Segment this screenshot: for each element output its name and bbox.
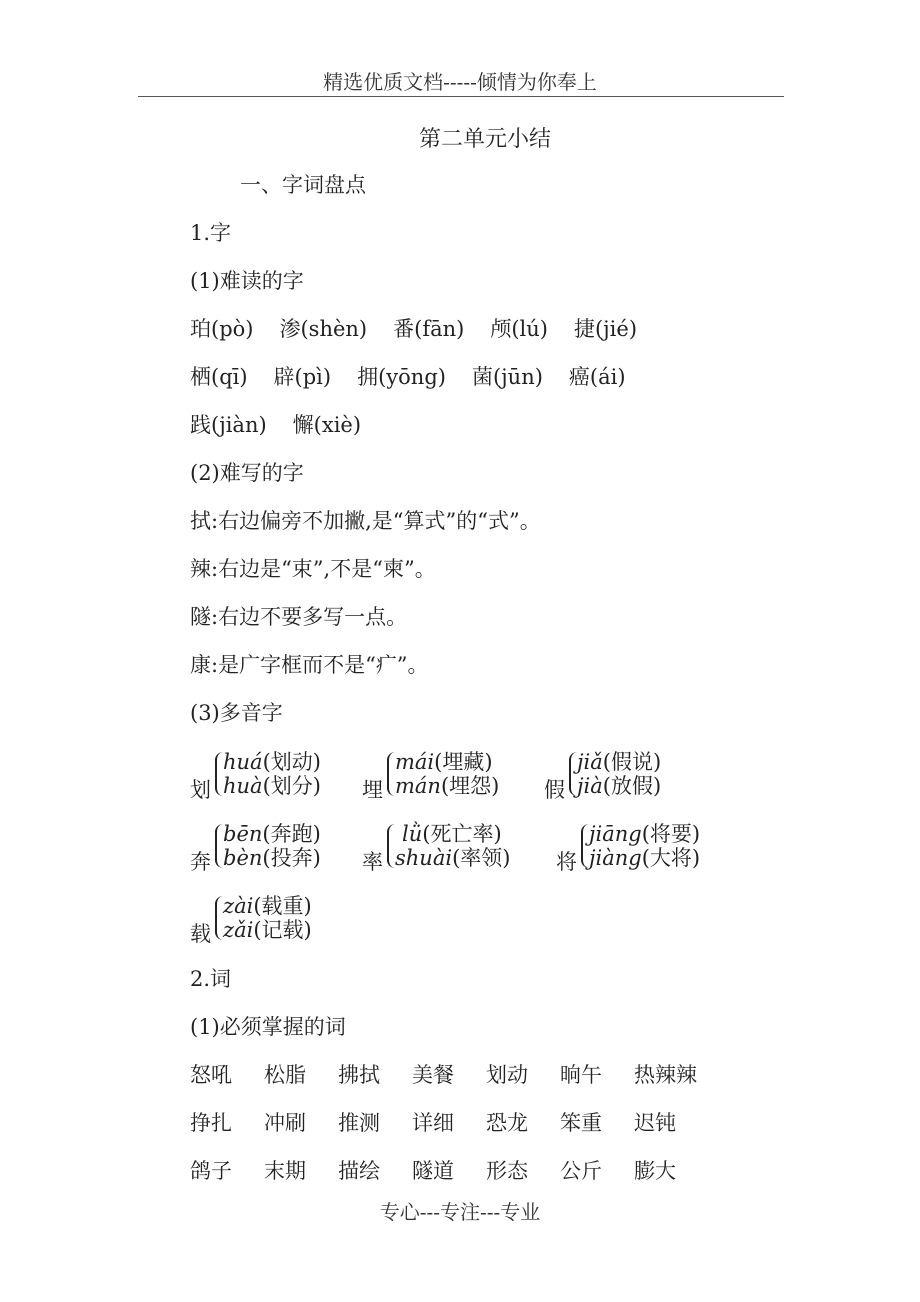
polyphone-char: 将 (556, 850, 577, 874)
example-word: (放假) (602, 774, 662, 798)
example-word: (记载) (253, 918, 312, 942)
example-word: (奔跑) (262, 822, 321, 846)
pinyin: mán (395, 774, 441, 798)
example-word: (率领) (452, 846, 511, 870)
pinyin: lǜ (402, 822, 423, 846)
nanxie-line: 辣:右边是“束”,不是“柬”。 (190, 557, 436, 581)
subsection-zi: 1.字 (190, 221, 232, 245)
nanxie-line: 拭:右边偏旁不加撇,是“算式”的“式”。 (190, 509, 541, 533)
char-item: 番(fān) (393, 317, 465, 341)
word-row-2 (190, 1108, 708, 1138)
word: 推测 (338, 1111, 380, 1135)
example-word: (假说) (602, 750, 662, 774)
word: 怒吼 (190, 1063, 232, 1087)
word: 美餐 (412, 1063, 454, 1087)
char-item: 菌(jūn) (471, 365, 543, 389)
example-word: (大将) (641, 846, 701, 870)
word: 迟钝 (634, 1111, 676, 1135)
example-word: (埋怨) (440, 774, 500, 798)
word: 膨大 (634, 1159, 676, 1183)
word-row-3 (190, 1156, 708, 1186)
word: 冲刷 (264, 1111, 306, 1135)
duoyin-heading: (3)多音字 (190, 701, 283, 725)
nanxie-line: 康:是广字框而不是“疒”。 (190, 653, 429, 677)
example-word: (将要) (641, 822, 701, 846)
pinyin: zǎi (223, 918, 254, 942)
word: 详细 (412, 1111, 454, 1135)
pinyin: bèn (223, 846, 263, 870)
example-word: (载重) (253, 894, 312, 918)
page-title: 第二单元小结 (418, 127, 551, 152)
polyphone-char: 埋 (362, 778, 383, 802)
word: 拂拭 (338, 1063, 380, 1087)
char-item: 拥(yōng) (357, 365, 446, 389)
polyphone-char: 假 (544, 778, 565, 802)
word: 晌午 (560, 1063, 602, 1087)
example-word: (划动) (262, 750, 321, 774)
char-item: 渗(shèn) (279, 317, 368, 341)
header-rule (138, 96, 784, 97)
char-item: 栖(qī) (190, 365, 248, 389)
char-item: 践(jiàn) (190, 413, 267, 437)
char-item: 珀(pò) (190, 317, 254, 341)
word: 松脂 (264, 1063, 306, 1087)
nandu-row-3 (190, 410, 387, 440)
word: 恐龙 (486, 1111, 528, 1135)
word: 挣扎 (190, 1111, 232, 1135)
char-item: 懈(xiè) (292, 413, 362, 437)
pinyin: jiàng (589, 846, 642, 870)
pinyin: mái (395, 750, 435, 774)
char-item: 颅(lú) (490, 317, 548, 341)
polyphone-char: 奔 (190, 850, 211, 874)
bixu-heading: (1)必须掌握的词 (190, 1015, 346, 1039)
page-footer: 专心---专注---专业 (379, 1200, 541, 1224)
pinyin: bēn (223, 822, 263, 846)
section-heading-1: 一、字词盘点 (240, 173, 366, 197)
word: 隧道 (412, 1159, 454, 1183)
word: 末期 (264, 1159, 306, 1183)
nanxie-heading: (2)难写的字 (190, 461, 304, 485)
word: 热辣辣 (634, 1063, 697, 1087)
word: 笨重 (560, 1111, 602, 1135)
word-row-1 (190, 1060, 708, 1090)
polyphone-char: 率 (362, 850, 383, 874)
pinyin: jiǎ (577, 750, 603, 774)
pinyin: jià (577, 774, 603, 798)
pinyin: shuài (395, 846, 453, 870)
nanxie-line: 隧:右边不要多写一点。 (190, 605, 408, 629)
polyphone-char: 载 (190, 922, 211, 946)
nandu-row-1 (190, 314, 663, 344)
nandu-heading: (1)难读的字 (190, 269, 304, 293)
nandu-row-2 (190, 362, 652, 392)
subsection-ci: 2.词 (190, 967, 232, 991)
word: 鸽子 (190, 1159, 232, 1183)
char-item: 癌(ái) (568, 365, 626, 389)
page-header: 精选优质文档-----倾情为你奉上 (323, 70, 597, 94)
word: 公斤 (560, 1159, 602, 1183)
pinyin: zài (223, 894, 254, 918)
pinyin: huà (223, 774, 263, 798)
example-word: (划分) (262, 774, 321, 798)
word: 描绘 (338, 1159, 380, 1183)
char-item: 捷(jié) (573, 317, 638, 341)
polyphone-char: 划 (190, 778, 211, 802)
pinyin: jiāng (589, 822, 642, 846)
example-word: (死亡率) (422, 822, 502, 846)
example-word: (埋藏) (434, 750, 493, 774)
word: 形态 (486, 1159, 528, 1183)
example-word: (投奔) (262, 846, 321, 870)
char-item: 辟(pì) (273, 365, 332, 389)
word: 划动 (486, 1063, 528, 1087)
pinyin: huá (223, 750, 263, 774)
